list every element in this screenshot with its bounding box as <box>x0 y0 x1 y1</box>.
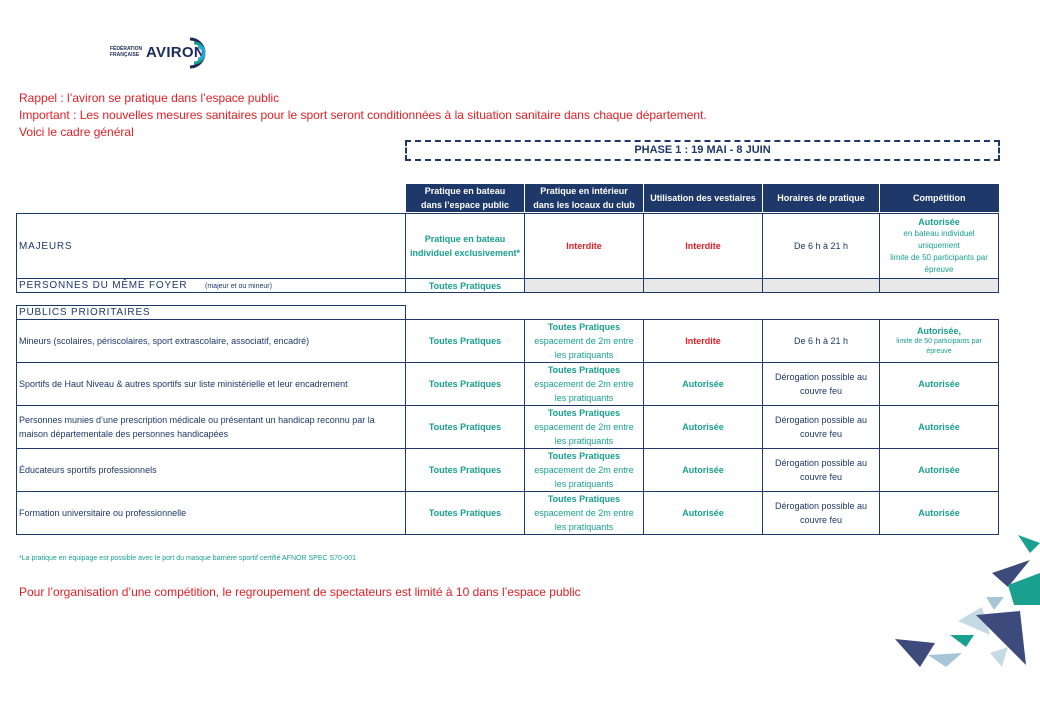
row-label: Formation universitaire ou professionnelle <box>17 492 406 535</box>
cell-vestiaires: Autorisée <box>644 406 763 449</box>
section-label-prioritaires: PUBLICS PRIORITAIRES <box>17 306 406 320</box>
intro-line-framework: Voici le cadre général <box>19 125 134 139</box>
cell-competition: Autorisée <box>880 449 999 492</box>
intro-line-reminder: Rappel : l’aviron se pratique dans l’espace public <box>19 91 280 105</box>
header-vestiaires: Utilisation des vestiaires <box>644 184 763 212</box>
table-row <box>17 492 999 535</box>
header-horaires: Horaires de pratique <box>763 184 880 212</box>
row-label-foyer: PERSONNES DU MÊME FOYER (majeur et ou mineur) <box>17 279 406 293</box>
intro-text <box>19 90 707 141</box>
row-label: Éducateurs sportifs professionnels <box>17 449 406 492</box>
prioritaires-table <box>16 305 999 535</box>
cell-interieur: Toutes Pratiques espacement de 2m entre les pratiquants <box>525 449 644 492</box>
cell-bateau: Toutes Pratiques <box>406 449 525 492</box>
intro-line-important: Important : Les nouvelles mesures sanitaires pour le sport seront conditionnées à la situation sanitaire dans chaque département. <box>19 108 707 122</box>
row-label-majeurs: MAJEURS <box>17 214 406 279</box>
table-row <box>17 320 999 363</box>
row-label: Personnes munies d’une prescription médicale ou présentant un handicap reconnu par la maison départementale des personnes handicapées <box>17 406 406 449</box>
table-row <box>17 214 999 279</box>
cell-vestiaires: Autorisée <box>644 449 763 492</box>
logo-emblem-icon <box>180 36 220 70</box>
row-label: Sportifs de Haut Niveau & autres sportifs sur liste ministérielle et leur encadrement <box>17 363 406 406</box>
majeurs-table <box>16 213 999 293</box>
footnote: *La pratique en équipage est possible avec le port du masque barrière sportif certifié AFNOR SPEC S70-001 <box>19 555 356 562</box>
cell-horaires: Dérogation possible au couvre feu <box>763 492 880 535</box>
cell-bateau: Toutes Pratiques <box>406 320 525 363</box>
cell-interieur: Toutes Pratiques espacement de 2m entre les pratiquants <box>525 320 644 363</box>
row-label: Mineurs (scolaires, périscolaires, sport extrascolaire, associatif, encadré) <box>17 320 406 363</box>
cell-bateau: Toutes Pratiques <box>406 492 525 535</box>
footer-note: Pour l’organisation d’une compétition, le regroupement de spectateurs est limité à 10 dans l’espace public <box>19 585 581 599</box>
cell-competition: Autorisée, limite de 50 participants par épreuve <box>880 320 999 363</box>
cell-foyer-empty <box>763 279 880 293</box>
table-row <box>17 363 999 406</box>
cell-interieur: Toutes Pratiques espacement de 2m entre les pratiquants <box>525 363 644 406</box>
cell-majeurs-competition: Autorisée en bateau individuel uniquement limite de 50 participants par épreuve <box>880 214 999 279</box>
cell-competition: Autorisée <box>880 363 999 406</box>
cell-horaires: Dérogation possible au couvre feu <box>763 406 880 449</box>
cell-competition: Autorisée <box>880 406 999 449</box>
cell-foyer-empty <box>880 279 999 293</box>
cell-bateau: Toutes Pratiques <box>406 406 525 449</box>
cell-interieur: Toutes Pratiques espacement de 2m entre les pratiquants <box>525 492 644 535</box>
cell-vestiaires: Autorisée <box>644 492 763 535</box>
decorative-shapes <box>890 535 1040 675</box>
column-headers <box>405 184 999 212</box>
cell-horaires: Dérogation possible au couvre feu <box>763 363 880 406</box>
header-bateau: Pratique en bateau dans l’espace public <box>406 184 525 212</box>
cell-foyer-empty <box>525 279 644 293</box>
cell-horaires: De 6 h à 21 h <box>763 320 880 363</box>
cell-majeurs-vestiaires: Interdite <box>644 214 763 279</box>
cell-foyer-empty <box>644 279 763 293</box>
cell-competition: Autorisée <box>880 492 999 535</box>
header-interieur: Pratique en intérieur dans les locaux du club <box>525 184 644 212</box>
cell-horaires: Dérogation possible au couvre feu <box>763 449 880 492</box>
cell-majeurs-bateau: Pratique en bateau individuel exclusivement* <box>406 214 525 279</box>
table-row <box>17 279 999 293</box>
cell-vestiaires: Interdite <box>644 320 763 363</box>
logo-name: AVIRON <box>146 44 206 61</box>
aviron-logo <box>110 36 220 70</box>
header-competition: Compétition <box>880 184 999 212</box>
cell-majeurs-horaires: De 6 h à 21 h <box>763 214 880 279</box>
table-row <box>17 406 999 449</box>
phase-banner: PHASE 1 : 19 MAI - 8 JUIN <box>405 140 1000 161</box>
cell-interieur: Toutes Pratiques espacement de 2m entre les pratiquants <box>525 406 644 449</box>
cell-bateau: Toutes Pratiques <box>406 363 525 406</box>
cell-foyer-bateau: Toutes Pratiques <box>406 279 525 293</box>
cell-vestiaires: Autorisée <box>644 363 763 406</box>
table-row <box>17 306 999 320</box>
cell-majeurs-interieur: Interdite <box>525 214 644 279</box>
logo-federation-text: FÉDÉRATION FRANÇAISE <box>110 46 143 58</box>
table-row <box>17 449 999 492</box>
